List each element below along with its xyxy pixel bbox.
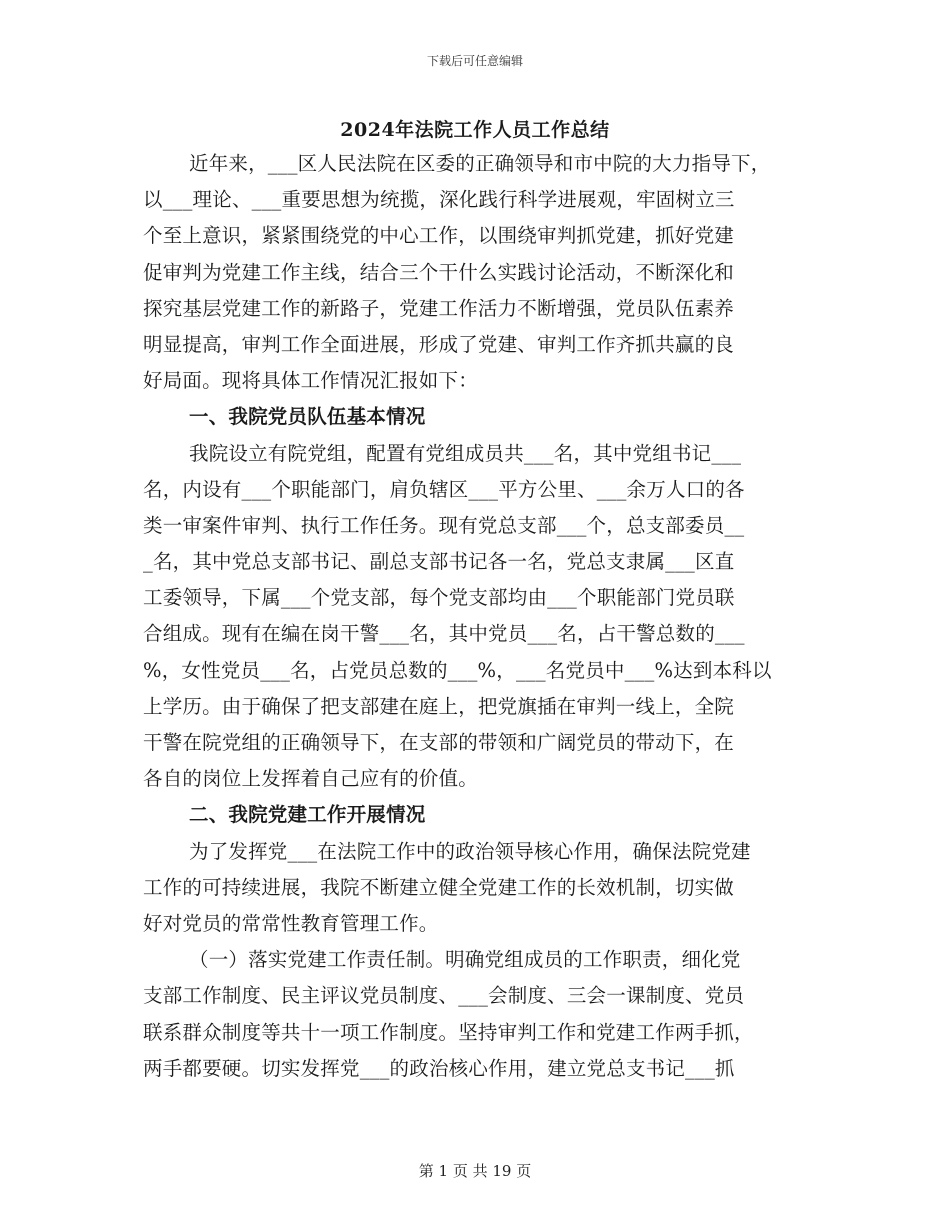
paragraph-line: _名，其中党总支部书记、副总支部书记各一名，党总支隶属___区直 bbox=[143, 550, 735, 574]
paragraph-line: 各自的岗位上发挥着自己应有的价值。 bbox=[143, 767, 478, 791]
paragraph-line: 支部工作制度、民主评议党员制度、___会制度、三会一课制度、党员 bbox=[143, 984, 745, 1008]
paragraph-line: 工委领导，下属___个党支部，每个党支部均由___个职能部门党员联 bbox=[143, 586, 735, 610]
paragraph-line: 好对党员的常常性教育管理工作。 bbox=[143, 911, 439, 935]
paragraph-line: 个至上意识，紧紧围绕党的中心工作，以围绕审判抓党建，抓好党建 bbox=[143, 224, 735, 248]
paragraph-line: 名，内设有___个职能部门，肩负辖区___平方公里、___余万人口的各 bbox=[143, 477, 745, 501]
paragraph-line: 类一审案件审判、执行工作任务。现有党总支部___个，总支部委员__ bbox=[143, 513, 745, 537]
section-heading-2: 二、我院党建工作开展情况 bbox=[189, 803, 426, 827]
document-title: 2024年法院工作人员工作总结 bbox=[340, 119, 610, 141]
page-header-note: 下载后可任意编辑 bbox=[426, 54, 523, 68]
paragraph-line: 促审判为党建工作主线，结合三个干什么实践讨论活动，不断深化和 bbox=[143, 260, 735, 284]
paragraph-line: 明显提高，审判工作全面进展，形成了党建、审判工作齐抓共赢的良 bbox=[143, 332, 735, 356]
paragraph-line: 近年来，___区人民法院在区委的正确领导和市中院的大力指导下， bbox=[189, 152, 771, 175]
paragraph-line: %，女性党员___名，占党员总数的___%，___名党员中___%达到本科以 bbox=[143, 658, 772, 682]
paragraph-line: 好局面。现将具体工作情况汇报如下： bbox=[143, 369, 478, 393]
paragraph-line: 联系群众制度等共十一项工作制度。坚持审判工作和党建工作两手抓， bbox=[143, 1020, 754, 1044]
paragraph-line: （一）落实党建工作责任制。明确党组成员的工作职责，细化党 bbox=[189, 948, 741, 972]
paragraph-line: 上学历。由于确保了把支部建在庭上，把党旗插在审判一线上，全院 bbox=[143, 694, 735, 718]
section-heading-1: 一、我院党员队伍基本情况 bbox=[189, 405, 426, 429]
paragraph-line: 工作的可持续进展，我院不断建立健全党建工作的长效机制，切实做 bbox=[143, 875, 735, 899]
paragraph-line: 我院设立有院党组，配置有党组成员共___名，其中党组书记___ bbox=[189, 441, 742, 465]
paragraph-line: 以___理论、___重要思想为统揽，深化践行科学进展观，牢固树立三 bbox=[143, 188, 735, 212]
paragraph-line: 干警在院党组的正确领导下，在支部的带领和广阔党员的带动下，在 bbox=[143, 731, 735, 754]
document-body bbox=[143, 146, 813, 1087]
paragraph-line: 探究基层党建工作的新路子，党建工作活力不断增强，党员队伍素养 bbox=[143, 296, 735, 320]
paragraph-line: 两手都要硬。切实发挥党___的政治核心作用，建立党总支书记___抓 bbox=[143, 1056, 735, 1080]
page-number: 第 1 页 共 19 页 bbox=[418, 1162, 532, 1180]
paragraph-line: 为了发挥党___在法院工作中的政治领导核心作用，确保法院党建 bbox=[189, 839, 751, 863]
paragraph-line: 合组成。现有在编在岗干警___名，其中党员___名，占干警总数的___ bbox=[143, 622, 745, 646]
